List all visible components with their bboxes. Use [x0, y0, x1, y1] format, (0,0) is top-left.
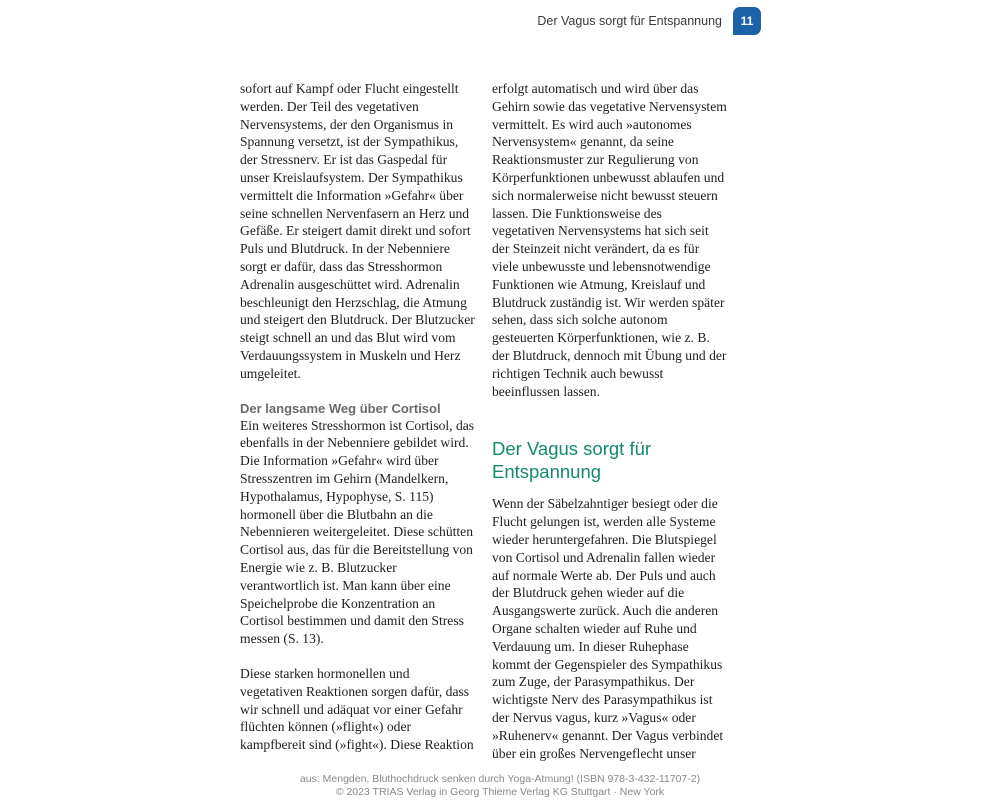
left-column — [240, 80, 475, 754]
left-paragraph-1: sofort auf Kampf oder Flucht eingestellt werden. Der Teil des vegetativen Nervensystems, der den Organismus in Spannung versetzt, ist der Sympathikus, der Stressnerv. Er ist das Gaspedal für unser Kreislaufsystem. Der Sympathikus vermittelt die Information »Gefahr« über seine schnellen Nervenfasern an Herz und Gefäße. Er steigert damit direkt und sofort Puls und Blutdruck. In der Nebenniere sorgt er dafür, dass das Stresshormon Adrenalin ausgeschüttet wird. Adrenalin beschleunigt den Herzschlag, die Atmung und steigert den Blutdruck. Der Blutzucker steigt schnell an und das Blut wird vom Verdauungssystem in Muskeln und Herz umgeleitet. — [240, 81, 475, 381]
cortisol-subheading: Der langsame Weg über Cortisol — [240, 400, 441, 416]
running-header-title: Der Vagus sorgt für Entspannung — [537, 14, 722, 28]
footer-source-line: aus: Mengden, Bluthochdruck senken durch Yoga-Atmung! (ISBN 978-3-432-11707-2) — [299, 773, 701, 785]
right-paragraph-1: erfolgt automatisch und wird über das Gehirn sowie das vegetative Nervensystem vermittelt. Es wird auch »autonomes Nervensystem« genannt, da seine Reaktionsmuster zur Regulierung von Körperfunktionen unbewusst ablaufen und sich normalerweise nicht bewusst steuern lassen. Die Funktionsweise des vegetativen Nervensystems hat sich seit der Steinzeit nicht verändert, da es für viele unbewusste und lebensnotwendige Funktionen wie Atmung, Kreislauf und Blutdruck zuständig ist. Wir werden später sehen, dass sich solche autonom gesteuerten Körperfunktionen, wie z. B. der Blutdruck, dennoch mit Übung und der richtigen Technik auch bewusst beeinflussen lassen. — [492, 81, 727, 399]
right-paragraph-2: Wenn der Säbelzahntiger besiegt oder die Flucht gelungen ist, werden alle Systeme wieder heruntergefahren. Die Blutspiegel von Cortisol und Adrenalin fallen wieder auf normale Werte ab. Der Puls und auch der Blutdruck gehen wieder auf die Ausgangswerte zurück. Auch die anderen Organe schalten wieder auf Ruhe und Verdauung um. In dieser Ruhephase kommt der Gegenspieler des Sympathikus zum Zuge, der Parasympathikus. Der wichtigste Nerv des Parasympathikus ist der Nervus vagus, kurz »Vagus« oder »Ruhenerv« genannt. Der Vagus verbindet über ein großes Nervengeflecht unser — [492, 496, 724, 761]
footer-copyright-line: © 2023 TRIAS Verlag in Georg Thieme Verlag KG Stuttgart · New York — [335, 786, 665, 798]
left-paragraph-2: Ein weiteres Stresshormon ist Cortisol, das ebenfalls in der Nebenniere gebildet wird. Die Information »Gefahr« wird über Stresszentren im Gehirn (Mandelkern, Hypothalamus, Hypophyse, S. 115) hormonell über die Blutbahn an die Nebennieren weitergeleitet. Diese schütten Cortisol aus, das für die Bereitstellung von Energie wie z. B. Blutzucker verantwortlich ist. Man kann über eine Speichelprobe die Konzentration an Cortisol bestimmen und damit den Stress messen (S. 13). — [240, 417, 475, 647]
section-heading: Der Vagus sorgt für Entspannung — [492, 438, 652, 482]
right-column — [492, 80, 727, 762]
page-number-badge: 11 — [733, 7, 761, 35]
left-paragraph-3: Diese starken hormonellen und vegetativen Reaktionen sorgen dafür, dass wir schnell und adäquat vor einer Gefahr flüchten können (»flight«) oder kampfbereit sind (»fight«). Diese Reaktion — [240, 665, 474, 753]
